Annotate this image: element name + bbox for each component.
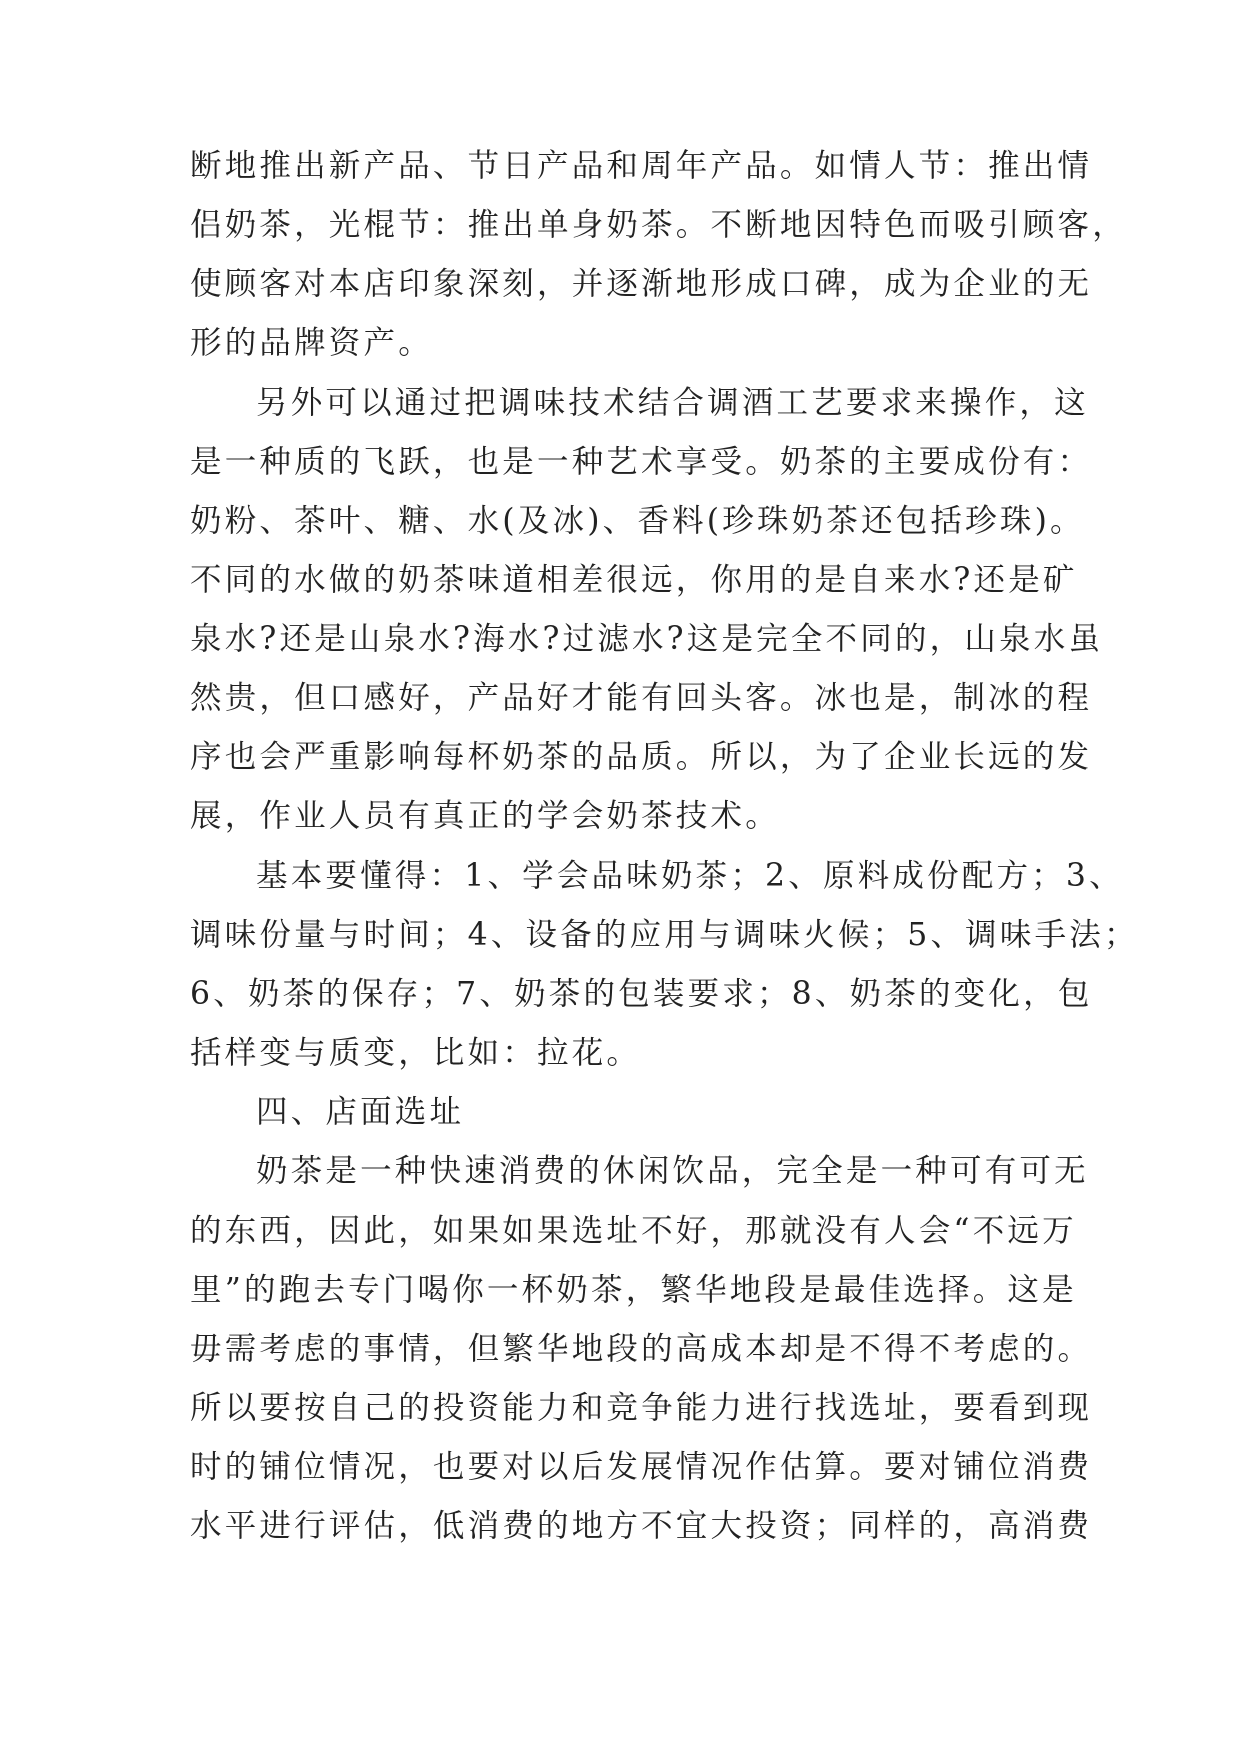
section-heading: 四、店面选址 [256, 1094, 465, 1130]
text-line: 是一种质的飞跃，也是一种艺术享受。奶茶的主要成份有： [190, 444, 1093, 480]
text-line: 不同的水做的奶茶味道相差很远，你用的是自来水?还是矿 [190, 562, 1078, 598]
text-line: 断地推出新产品、节日产品和周年产品。如情人节：推出情 [190, 148, 1093, 184]
text-line: 使顾客对本店印象深刻，并逐渐地形成口碑，成为企业的无 [190, 266, 1093, 302]
text-line: 展，作业人员有真正的学会奶茶技术。 [190, 798, 780, 834]
text-line: 调味份量与时间；4、设备的应用与调味火候；5、调味手法； [190, 917, 1139, 953]
text-line: 括样变与质变，比如：拉花。 [190, 1035, 642, 1071]
text-line: 所以要按自己的投资能力和竞争能力进行找选址，要看到现 [190, 1390, 1093, 1426]
text-line: 泉水?还是山泉水?海水?过滤水?这是完全不同的，山泉水虽 [190, 621, 1104, 657]
text-line: 序也会严重影响每杯奶茶的品质。所以，为了企业长远的发 [190, 739, 1093, 775]
text-line: 的东西，因此，如果如果选址不好，那就没有人会“不远万 [190, 1213, 1077, 1249]
text-line: 毋需考虑的事情，但繁华地段的高成本却是不得不考虑的。 [190, 1331, 1093, 1367]
text-line: 里”的跑去专门喝你一杯奶茶，繁华地段是最佳选择。这是 [190, 1272, 1077, 1308]
text-line: 形的品牌资产。 [190, 325, 433, 361]
text-line: 基本要懂得：1、学会品味奶茶；2、原料成份配方；3、 [256, 858, 1124, 894]
text-line: 时的铺位情况，也要对以后发展情况作估算。要对铺位消费 [190, 1449, 1093, 1485]
text-line: 侣奶茶，光棍节：推出单身奶茶。不断地因特色而吸引顾客， [190, 207, 1127, 243]
text-line: 奶茶是一种快速消费的休闲饮品，完全是一种可有可无 [256, 1153, 1089, 1189]
text-line: 奶粉、茶叶、糖、水(及冰)、香料(珍珠奶茶还包括珍珠)。 [190, 503, 1085, 539]
text-line: 6、奶茶的保存；7、奶茶的包装要求；8、奶茶的变化，包 [190, 976, 1093, 1012]
text-line: 然贵，但口感好，产品好才能有回头客。冰也是，制冰的程 [190, 680, 1093, 716]
text-line: 另外可以通过把调味技术结合调酒工艺要求来操作，这 [256, 385, 1089, 421]
text-line: 水平进行评估，低消费的地方不宜大投资；同样的，高消费 [190, 1508, 1093, 1544]
